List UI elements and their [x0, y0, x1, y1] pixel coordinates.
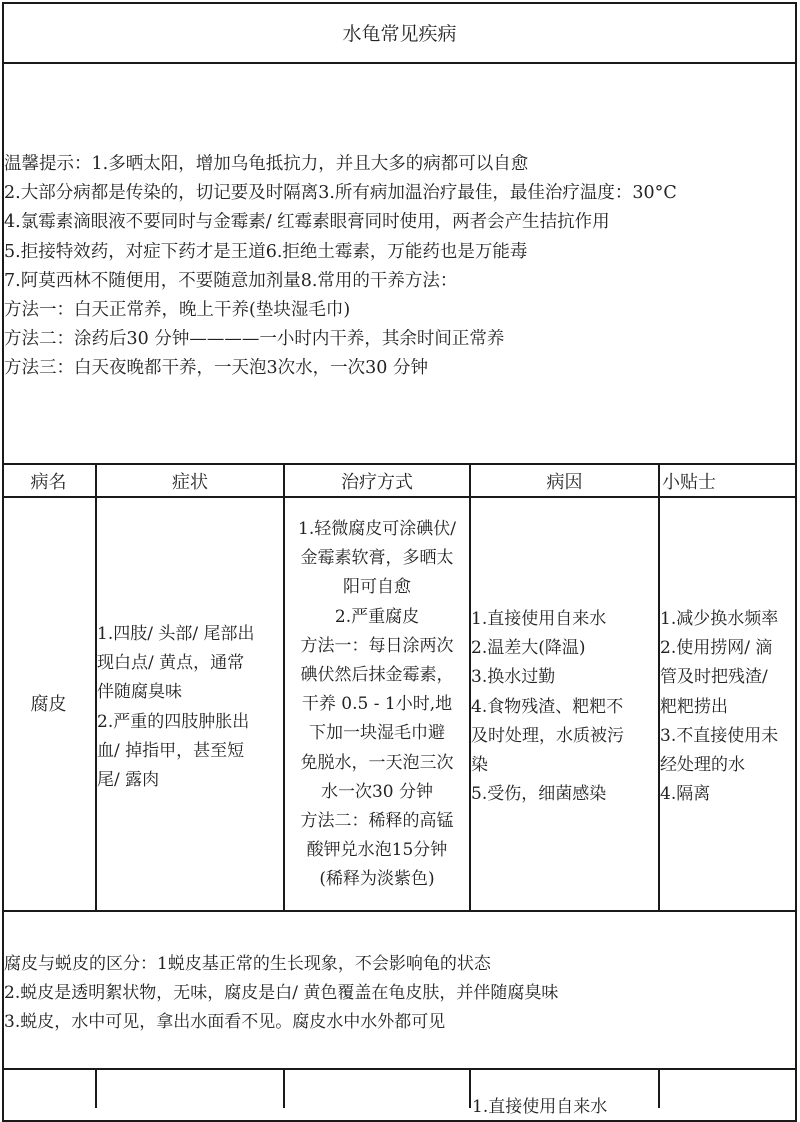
header-causes: 病因 — [546, 472, 583, 493]
tip-item: 3.不直接使用未 — [660, 725, 779, 746]
disease-name: 腐皮 — [30, 694, 67, 715]
symptom-line: 血/ 掉指甲，甚至短 — [97, 740, 245, 761]
cause-line: 及时处理，水质被污 — [471, 725, 624, 746]
treatment-line: 水一次30 分钟 — [320, 781, 434, 802]
tip-line: 方法二：涂药后30 分钟————一小时内干养，其余时间正常养 — [4, 329, 505, 350]
treatment-line: (稀释为淡紫色) — [319, 869, 435, 890]
tips-section — [4, 150, 794, 384]
symptom-line: 尾/ 露肉 — [97, 770, 160, 791]
treatment-line: 碘伏然后抹金霉素， — [300, 665, 454, 686]
tip-item: 1.减少换水频率 — [660, 609, 779, 629]
note-line: 2.蜕皮是透明絮状物，无味，腐皮是白/ 黄色覆盖在龟皮肤，并伴随腐臭味 — [4, 983, 559, 1004]
next-row-cause-partial: 1.直接使用自来水 — [472, 1097, 608, 1117]
treatment-line: 金霉素软膏，多晒太 — [300, 548, 454, 569]
divider — [2, 496, 797, 498]
page-title: 水龟常见疾病 — [342, 22, 457, 45]
tip-line: 温馨提示：1.多晒太阳，增加乌龟抵抗力，并且大多的病都可以自愈 — [4, 154, 529, 174]
treatment-line: 方法二：稀释的高锰 — [300, 811, 454, 832]
tip-item: 4.隔离 — [660, 784, 711, 805]
column-divider — [283, 1068, 285, 1108]
cause-line: 染 — [471, 755, 488, 776]
symptom-line: 2.严重的四肢肿胀出 — [97, 711, 250, 732]
divider — [2, 910, 797, 912]
cause-line: 2.温差大(降温) — [471, 638, 586, 659]
tip-item: 经处理的水 — [660, 755, 745, 776]
tip-line: 7.阿莫西林不随便用，不要随意加剂量8.常用的干养方法： — [4, 270, 458, 291]
symptom-line: 伴随腐臭味 — [97, 682, 182, 703]
divider — [2, 1068, 797, 1070]
note-line: 3.蜕皮，水中可见，拿出水面看不见。腐皮水中水外都可见 — [4, 1012, 446, 1033]
tip-line: 2.大部分病都是传染的，切记要及时隔离3.所有病加温治疗最佳，最佳治疗温度：30°C — [4, 183, 677, 204]
tip-item: 管及时把残渣/ — [660, 667, 768, 688]
distinction-note — [4, 950, 794, 1038]
note-line: 腐皮与蜕皮的区分：1蜕皮基正常的生长现象，不会影响龟的状态 — [4, 954, 491, 974]
treatment-line: 免脱水，一天泡三次 — [300, 752, 454, 773]
treatment-line: 1.轻微腐皮可涂碘伏/ — [298, 519, 456, 539]
treatment-line: 酸钾兑水泡15分钟 — [306, 840, 448, 861]
tip-line: 方法三：白天夜晚都干养，一天泡3次水，一次30 分钟 — [4, 358, 428, 379]
symptom-line: 1.四肢/ 头部/ 尾部出 — [97, 624, 255, 644]
column-divider — [658, 1068, 660, 1108]
treatment-cell — [285, 515, 469, 895]
header-name: 病名 — [30, 472, 67, 493]
treatment-line: 阳可自愈 — [343, 577, 411, 598]
divider — [2, 463, 797, 465]
column-divider — [95, 1068, 97, 1108]
treatment-line: 下加一块湿毛巾避 — [309, 723, 445, 744]
causes-cell — [471, 605, 658, 809]
treatment-line: 2.严重腐皮 — [334, 606, 420, 627]
column-divider — [469, 1068, 471, 1108]
header-symptoms: 症状 — [172, 472, 208, 493]
tip-item: 粑粑捞出 — [660, 696, 728, 717]
cause-line: 3.换水过勤 — [471, 667, 556, 688]
tip-line: 4.氯霉素滴眼液不要同时与金霉素/ 红霉素眼膏同时使用，两者会产生拮抗作用 — [4, 212, 610, 233]
cause-line: 4.食物残渣、粑粑不 — [471, 696, 624, 717]
tip-item: 2.使用捞网/ 滴 — [660, 638, 773, 659]
divider — [2, 62, 797, 64]
cause-line: 1.直接使用自来水 — [471, 609, 607, 629]
symptoms-cell — [97, 620, 283, 795]
cause-line: 5.受伤，细菌感染 — [471, 784, 607, 805]
treatment-line: 方法一：每日涂两次 — [300, 635, 454, 656]
header-treatment: 治疗方式 — [341, 472, 413, 493]
treatment-line: 干养 0.5 - 1小时,地 — [301, 694, 453, 715]
symptom-line: 现白点/ 黄点，通常 — [97, 653, 245, 674]
header-tips: 小贴士 — [662, 472, 716, 493]
tips-cell — [660, 605, 795, 809]
tip-line: 5.拒接特效药，对症下药才是王道6.拒绝土霉素，万能药也是万能毒 — [4, 241, 528, 262]
tip-line: 方法一：白天正常养，晚上干养(垫块湿毛巾) — [4, 300, 351, 321]
